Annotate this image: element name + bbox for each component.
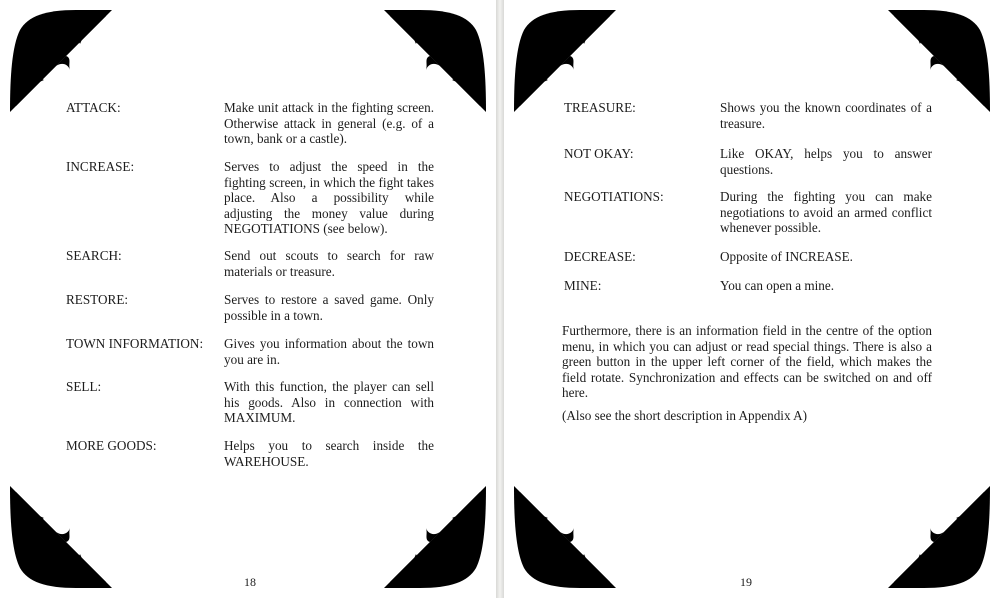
entry-description: Helps you to search inside the WAREHOUSE. <box>224 438 434 469</box>
entry-term: MINE: <box>564 278 602 293</box>
entry-description: Gives you information about the town you are in. <box>224 336 434 367</box>
page-number: 19 <box>740 575 752 589</box>
entry-term: TOWN INFORMATION: <box>66 336 204 351</box>
entry-description: Serves to restore a saved game. Only possible in a town. <box>224 292 434 323</box>
right-page <box>504 0 1000 598</box>
entry-term: MORE GOODS: <box>66 438 157 453</box>
entry-term: DECREASE: <box>564 249 636 264</box>
entry-description: Shows you the known coordinates of a treasure. <box>720 100 932 131</box>
corner-ornament-bottom-right <box>380 482 490 592</box>
book-gutter <box>496 0 504 598</box>
corner-ornament-bottom-right <box>884 482 994 592</box>
entry-description: With this function, the player can sell his goods. Also in connection with MAXIMUM. <box>224 379 434 425</box>
page-number: 18 <box>244 575 256 589</box>
info-field-paragraph: Furthermore, there is an information field in the centre of the option menu, in which you can adjust or read special things. There is also a green button in the upper left corner of the field, which makes the field rotate. Synchronization and effects can be switched on and off here. <box>562 323 932 400</box>
entry-description: Make unit attack in the fighting screen. Otherwise attack in general (e.g. of a town, bank or a castle). <box>224 100 434 146</box>
entry-term: NOT OKAY: <box>564 146 634 161</box>
entry-description: Like OKAY, helps you to answer questions. <box>720 146 932 177</box>
entry-description: Send out scouts to search for raw materials or treasure. <box>224 248 434 279</box>
entry-term: SEARCH: <box>66 248 122 263</box>
corner-ornament-bottom-left <box>510 482 620 592</box>
entry-term: TREASURE: <box>564 100 636 115</box>
entry-term: ATTACK: <box>66 100 121 115</box>
entry-term: RESTORE: <box>66 292 129 307</box>
entry-description: Opposite of INCREASE. <box>720 249 853 264</box>
entry-description: During the fighting you can make negotiations to avoid an armed conflict whenever possible. <box>720 189 932 235</box>
entry-description: You can open a mine. <box>720 278 835 293</box>
left-page <box>0 0 496 598</box>
entry-description: Serves to adjust the speed in the fighting screen, in which the fight takes place. Also a possibility while adjusting the money value during NEGOTIATIONS (see below). <box>224 159 434 236</box>
appendix-note: (Also see the short description in Appendix A) <box>562 408 808 423</box>
entry-term: NEGOTIATIONS: <box>564 189 664 204</box>
corner-ornament-bottom-left <box>6 482 116 592</box>
entry-term: INCREASE: <box>66 159 135 174</box>
entry-term: SELL: <box>66 379 102 394</box>
